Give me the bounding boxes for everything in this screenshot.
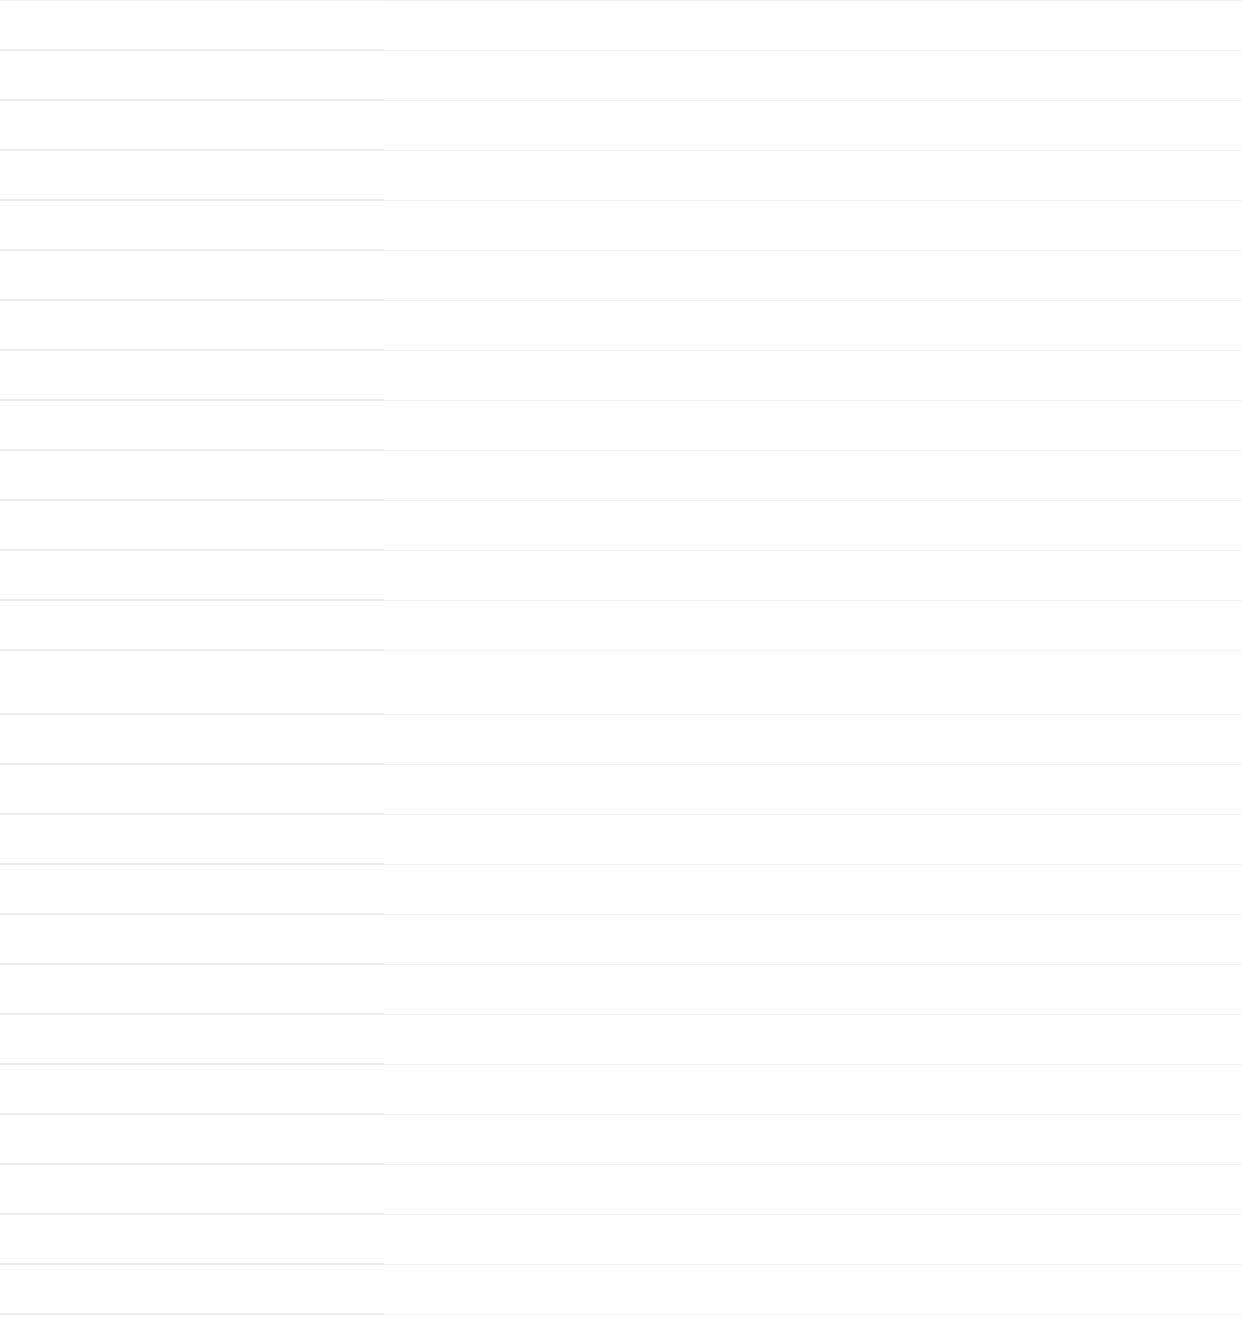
table-row	[0, 501, 1242, 551]
row-value	[384, 765, 1242, 815]
row-label	[0, 1265, 384, 1315]
table-row	[0, 351, 1242, 401]
row-value	[384, 351, 1242, 401]
row-label	[0, 251, 384, 301]
table-row	[0, 1165, 1242, 1215]
row-value	[384, 915, 1242, 965]
row-value	[384, 301, 1242, 351]
row-value	[384, 551, 1242, 601]
table-row	[0, 401, 1242, 451]
row-value	[384, 101, 1242, 151]
row-value	[384, 1, 1242, 51]
table-row	[0, 1265, 1242, 1315]
table-row	[0, 915, 1242, 965]
row-label	[0, 401, 384, 451]
row-label	[0, 915, 384, 965]
row-value	[384, 1215, 1242, 1265]
table-row	[0, 151, 1242, 201]
row-label	[0, 201, 384, 251]
row-value	[384, 665, 1242, 715]
row-label	[0, 1065, 384, 1115]
row-label	[0, 351, 384, 401]
table-row	[0, 51, 1242, 101]
row-value	[384, 501, 1242, 551]
table-row	[0, 665, 1242, 715]
table-row	[0, 1065, 1242, 1115]
row-value	[384, 715, 1242, 765]
row-label	[0, 965, 384, 1015]
row-value	[384, 151, 1242, 201]
row-label	[0, 665, 384, 715]
row-label	[0, 551, 384, 601]
table-row	[0, 451, 1242, 501]
table-row	[0, 301, 1242, 351]
row-value	[384, 865, 1242, 915]
row-label	[0, 301, 384, 351]
row-value	[384, 601, 1242, 651]
row-label	[0, 51, 384, 101]
row-value	[384, 965, 1242, 1015]
row-value	[384, 451, 1242, 501]
table-row	[0, 251, 1242, 301]
row-value	[384, 401, 1242, 451]
row-label	[0, 1, 384, 51]
row-label	[0, 1015, 384, 1065]
table-row	[0, 1, 1242, 51]
table-row	[0, 101, 1242, 151]
table-row	[0, 1215, 1242, 1265]
row-label	[0, 1215, 384, 1265]
row-label	[0, 101, 384, 151]
table-section-lower	[0, 665, 1242, 1315]
table-section-upper	[0, 1, 1242, 651]
table-row	[0, 1015, 1242, 1065]
row-value	[384, 1265, 1242, 1315]
table-row	[0, 551, 1242, 601]
row-value	[384, 815, 1242, 865]
row-label	[0, 715, 384, 765]
row-label	[0, 815, 384, 865]
table-row	[0, 965, 1242, 1015]
table-row	[0, 715, 1242, 765]
row-value	[384, 1165, 1242, 1215]
row-value	[384, 251, 1242, 301]
table-row	[0, 601, 1242, 651]
table-row	[0, 1115, 1242, 1165]
table-row	[0, 865, 1242, 915]
row-value	[384, 201, 1242, 251]
row-label	[0, 765, 384, 815]
row-label	[0, 501, 384, 551]
row-value	[384, 1115, 1242, 1165]
row-label	[0, 865, 384, 915]
row-label	[0, 601, 384, 651]
table-row	[0, 815, 1242, 865]
table-row	[0, 201, 1242, 251]
row-value	[384, 1065, 1242, 1115]
row-value	[384, 1015, 1242, 1065]
row-label	[0, 1115, 384, 1165]
row-label	[0, 451, 384, 501]
row-label	[0, 151, 384, 201]
table-row	[0, 765, 1242, 815]
row-value	[384, 51, 1242, 101]
row-label	[0, 1165, 384, 1215]
